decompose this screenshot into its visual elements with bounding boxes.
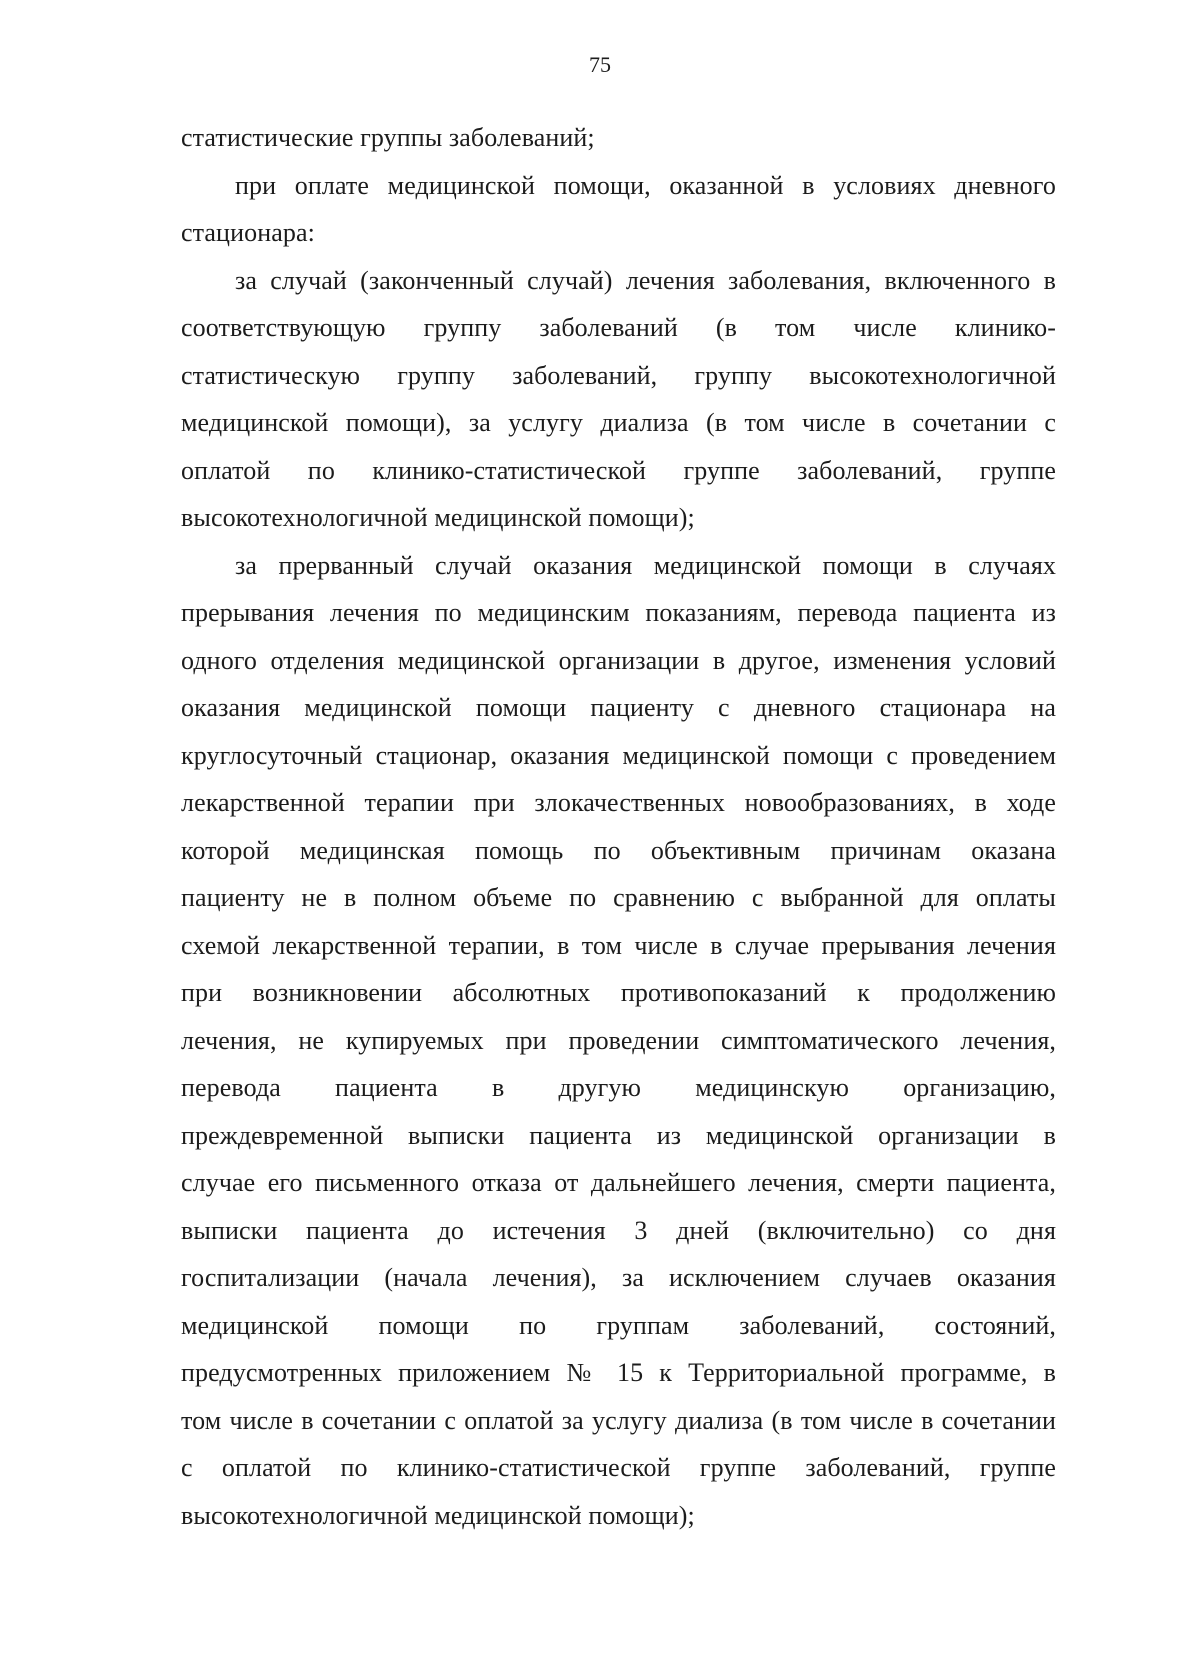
text-line: статистическую группу заболеваний, группу высокотехнологичной — [181, 360, 1056, 390]
text-line: том числе в сочетании с оплатой за услугу диализа (в том числе в сочетании — [181, 1405, 1056, 1435]
text-line: высокотехнологичной медицинской помощи); — [181, 503, 695, 532]
text-line: оплатой по клинико-статистической группе заболеваний, группе — [181, 455, 1056, 485]
text-line: с оплатой по клинико-статистической группе заболеваний, группе — [181, 1453, 1056, 1482]
text-line: лекарственной терапии при злокачественных новообразованиях, в ходе — [181, 788, 1056, 817]
text-line: схемой лекарственной терапии, в том числе в случае прерывания лечения — [181, 930, 1056, 960]
text-line: госпитализации (начала лечения), за исключением случаев оказания — [181, 1263, 1056, 1292]
text-line: перевода пациента в другую медицинскую организацию, — [181, 1073, 1056, 1102]
page-number: 75 — [589, 52, 611, 77]
text-line: выписки пациента до истечения 3 дней (включительно) со дня — [181, 1215, 1056, 1245]
text-line: за случай (законченный случай) лечения заболевания, включенного в — [235, 265, 1056, 295]
text-line: прерывания лечения по медицинским показаниям, перевода пациента из — [181, 598, 1056, 627]
text-line: которой медицинская помощь по объективным причинам оказана — [181, 835, 1056, 865]
text-line: предусмотренных приложением № 15 к Территориальной программе, в — [181, 1358, 1056, 1387]
text-line: случае его письменного отказа от дальнейшего лечения, смерти пациента, — [181, 1168, 1056, 1197]
text-line: за прерванный случай оказания медицинской помощи в случаях — [235, 550, 1056, 580]
text-line: одного отделения медицинской организации в другое, изменения условий — [181, 645, 1056, 675]
text-line: пациенту не в полном объеме по сравнению с выбранной для оплаты — [181, 883, 1056, 912]
text-line: преждевременной выписки пациента из медицинской организации в — [181, 1120, 1056, 1150]
text-line: медицинской помощи), за услугу диализа (в том числе в сочетании с — [181, 408, 1056, 437]
text-line: при оплате медицинской помощи, оказанной в условиях дневного — [235, 170, 1056, 200]
text-line: стационара: — [181, 218, 315, 247]
text-line: лечения, не купируемых при проведении симптоматического лечения, — [181, 1025, 1056, 1055]
text-line: соответствующую группу заболеваний (в том числе клинико- — [181, 313, 1056, 342]
text-line: при возникновении абсолютных противопоказаний к продолжению — [181, 978, 1056, 1007]
text-line: высокотехнологичной медицинской помощи); — [181, 1500, 695, 1530]
document-body — [181, 114, 1056, 1539]
text-line: статистические группы заболеваний; — [181, 123, 595, 152]
text-line: круглосуточный стационар, оказания медицинской помощи с проведением — [181, 740, 1056, 770]
text-line: медицинской помощи по группам заболеваний, состояний, — [181, 1310, 1056, 1340]
text-line: оказания медицинской помощи пациенту с дневного стационара на — [181, 693, 1056, 722]
